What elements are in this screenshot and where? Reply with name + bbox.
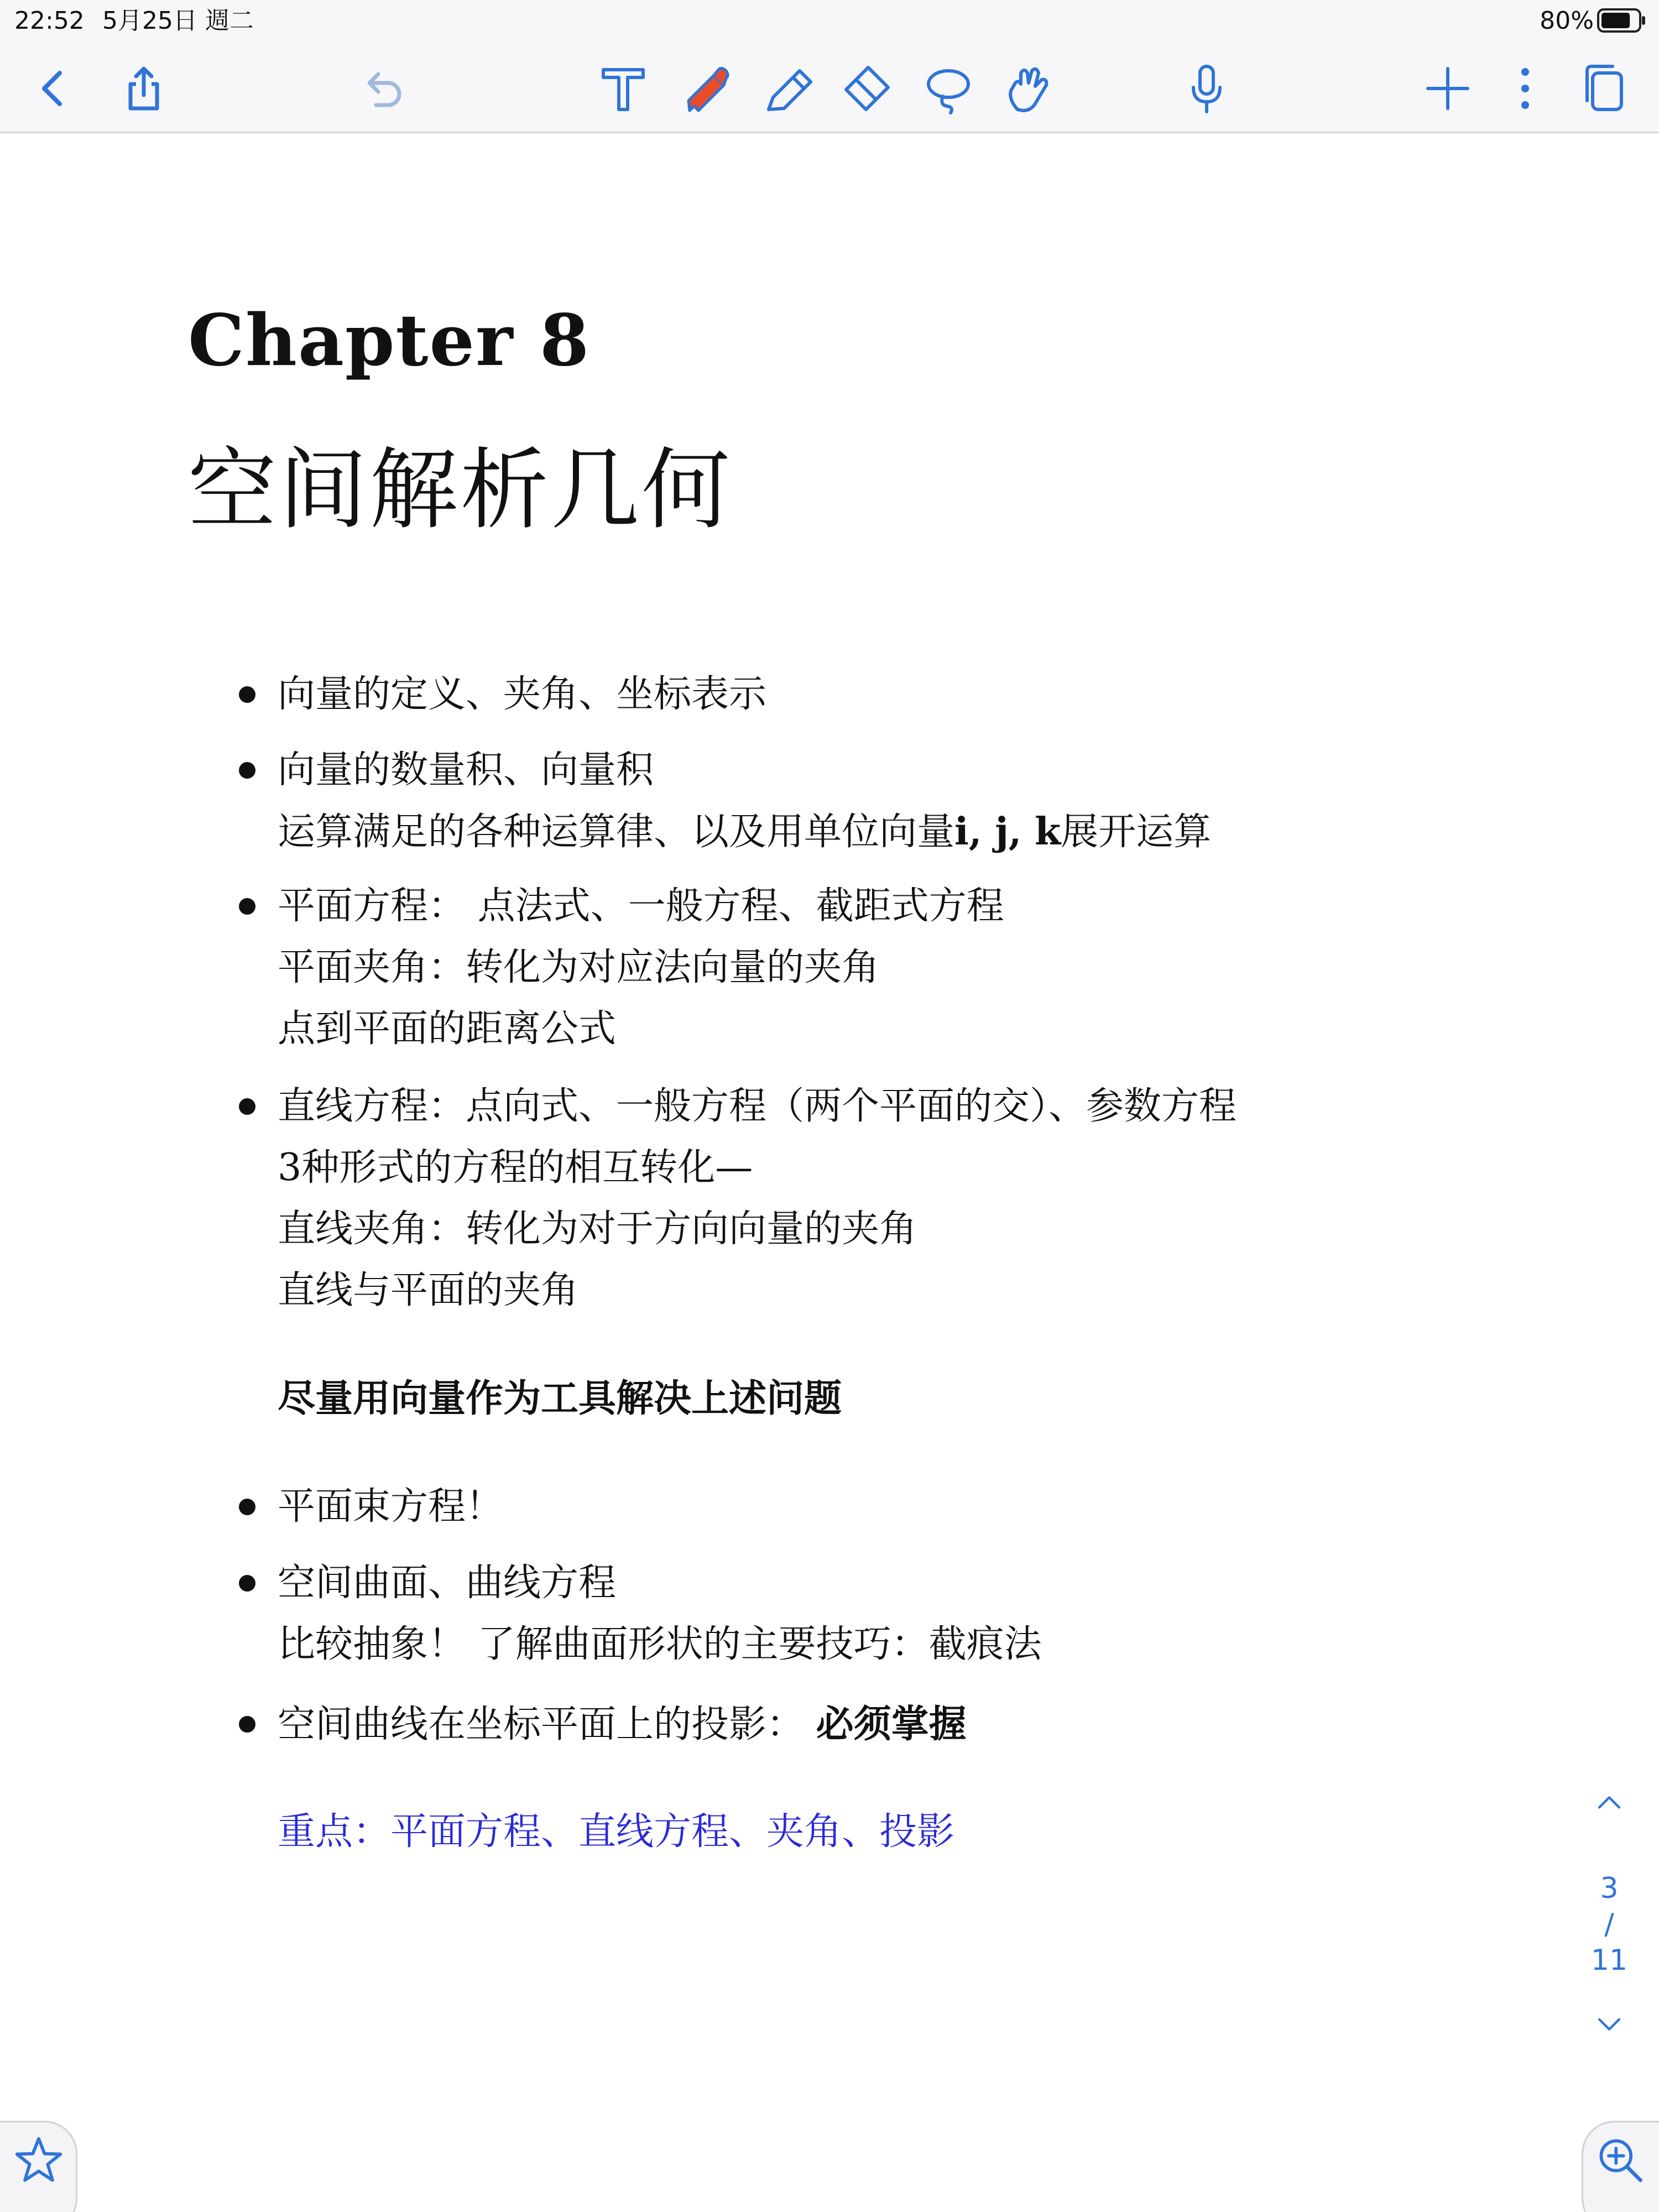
doc-line: [278, 801, 1211, 863]
hand-icon: [1001, 61, 1056, 116]
doc-line: 直线方程：点向式、一般方程（两个平面的交）、参数方程: [278, 1084, 1237, 1128]
bullet-dot: [239, 1098, 255, 1115]
doc-line: 直线夹角：转化为对于方向向量的夹角: [278, 1207, 917, 1251]
text-tool-icon: [596, 61, 651, 116]
plus-icon: [1420, 61, 1475, 116]
undo-button[interactable]: [348, 55, 415, 122]
chevron-up-icon[interactable]: [1593, 1786, 1626, 1819]
eraser-icon: [839, 61, 895, 116]
doc-line: 空间曲面、曲线方程: [278, 1561, 617, 1605]
favorite-button[interactable]: [0, 2121, 77, 2212]
back-icon: [27, 61, 82, 116]
doc-line: 比较抽象！ 了解曲面形状的主要技巧：截痕法: [278, 1623, 1042, 1666]
back-button[interactable]: [21, 55, 87, 122]
doc-line: 点到平面的距离公式: [278, 1007, 617, 1051]
text-tool-button[interactable]: [590, 55, 656, 122]
doc-line: 平面束方程！: [278, 1485, 504, 1528]
share-button[interactable]: [111, 55, 177, 122]
top-toolbar: [0, 0, 1659, 133]
section-title: 空间解析几何: [188, 438, 733, 541]
doc-line: [278, 1694, 967, 1755]
bullet-dot: [239, 1716, 255, 1733]
pages-button[interactable]: [1571, 55, 1637, 122]
undo-icon: [354, 61, 409, 116]
current-page: 3: [1600, 1872, 1619, 1905]
lasso-icon: [921, 61, 976, 116]
doc-line: 3种形式的方程的相互转化—: [278, 1146, 753, 1190]
pdf-page: [0, 133, 1659, 2212]
status-time: 22:52: [14, 7, 85, 35]
microphone-icon: [1179, 61, 1234, 116]
bullet-dot: [239, 1575, 255, 1592]
status-date: 5月25日 週二: [102, 7, 254, 35]
total-pages: 11: [1590, 1944, 1628, 1977]
eraser-tool-button[interactable]: [834, 55, 900, 122]
lasso-tool-button[interactable]: [915, 55, 982, 122]
key-points-line: 重点：平面方程、直线方程、夹角、投影: [278, 1810, 955, 1854]
doc-line: 直线与平面的夹角: [278, 1269, 579, 1312]
must-master-emphasis: 必须掌握: [816, 1702, 967, 1746]
more-button[interactable]: [1492, 55, 1558, 122]
battery-icon: [1597, 8, 1647, 33]
highlighter-icon: [759, 61, 814, 116]
page-separator: /: [1604, 1908, 1614, 1941]
bullet-dot: [239, 1499, 255, 1515]
star-icon: [12, 2133, 65, 2187]
bullet-dot: [239, 762, 255, 779]
bullet-dot: [239, 898, 255, 915]
page-navigator: [1559, 1786, 1659, 2074]
pages-icon: [1576, 61, 1631, 116]
chevron-down-icon[interactable]: [1593, 2007, 1626, 2041]
chapter-label: Chapter 8: [188, 299, 590, 382]
doc-line: 向量的数量积、向量积: [278, 748, 654, 792]
zoom-in-button[interactable]: [1582, 2121, 1659, 2212]
pen-tool-button[interactable]: [673, 55, 739, 122]
doc-text-span: 展开运算: [1061, 810, 1212, 854]
pen-icon: [679, 61, 734, 116]
highlighter-tool-button[interactable]: [753, 55, 820, 122]
more-icon: [1498, 61, 1553, 116]
battery-percentage: 80%: [1540, 7, 1594, 35]
doc-text-span: 空间曲线在坐标平面上的投影：: [278, 1703, 805, 1746]
doc-line: 向量的定义、夹角、坐标表示: [278, 672, 767, 716]
bold-note: 尽量用向量作为工具解决上述问题: [278, 1376, 842, 1421]
add-button[interactable]: [1415, 55, 1481, 122]
doc-line: 平面夹角：转化为对应法向量的夹角: [278, 946, 880, 989]
hand-tool-button[interactable]: [995, 55, 1062, 122]
share-icon: [116, 61, 171, 116]
microphone-button[interactable]: [1173, 55, 1240, 122]
doc-text-span: 运算满足的各种运算律、以及用单位向量: [278, 810, 955, 854]
bullet-dot: [239, 686, 255, 703]
doc-line: 平面方程： 点法式、一般方程、截距式方程: [278, 884, 1004, 928]
zoom-in-icon: [1594, 2133, 1647, 2187]
unit-vectors: i, j, k: [954, 810, 1061, 854]
